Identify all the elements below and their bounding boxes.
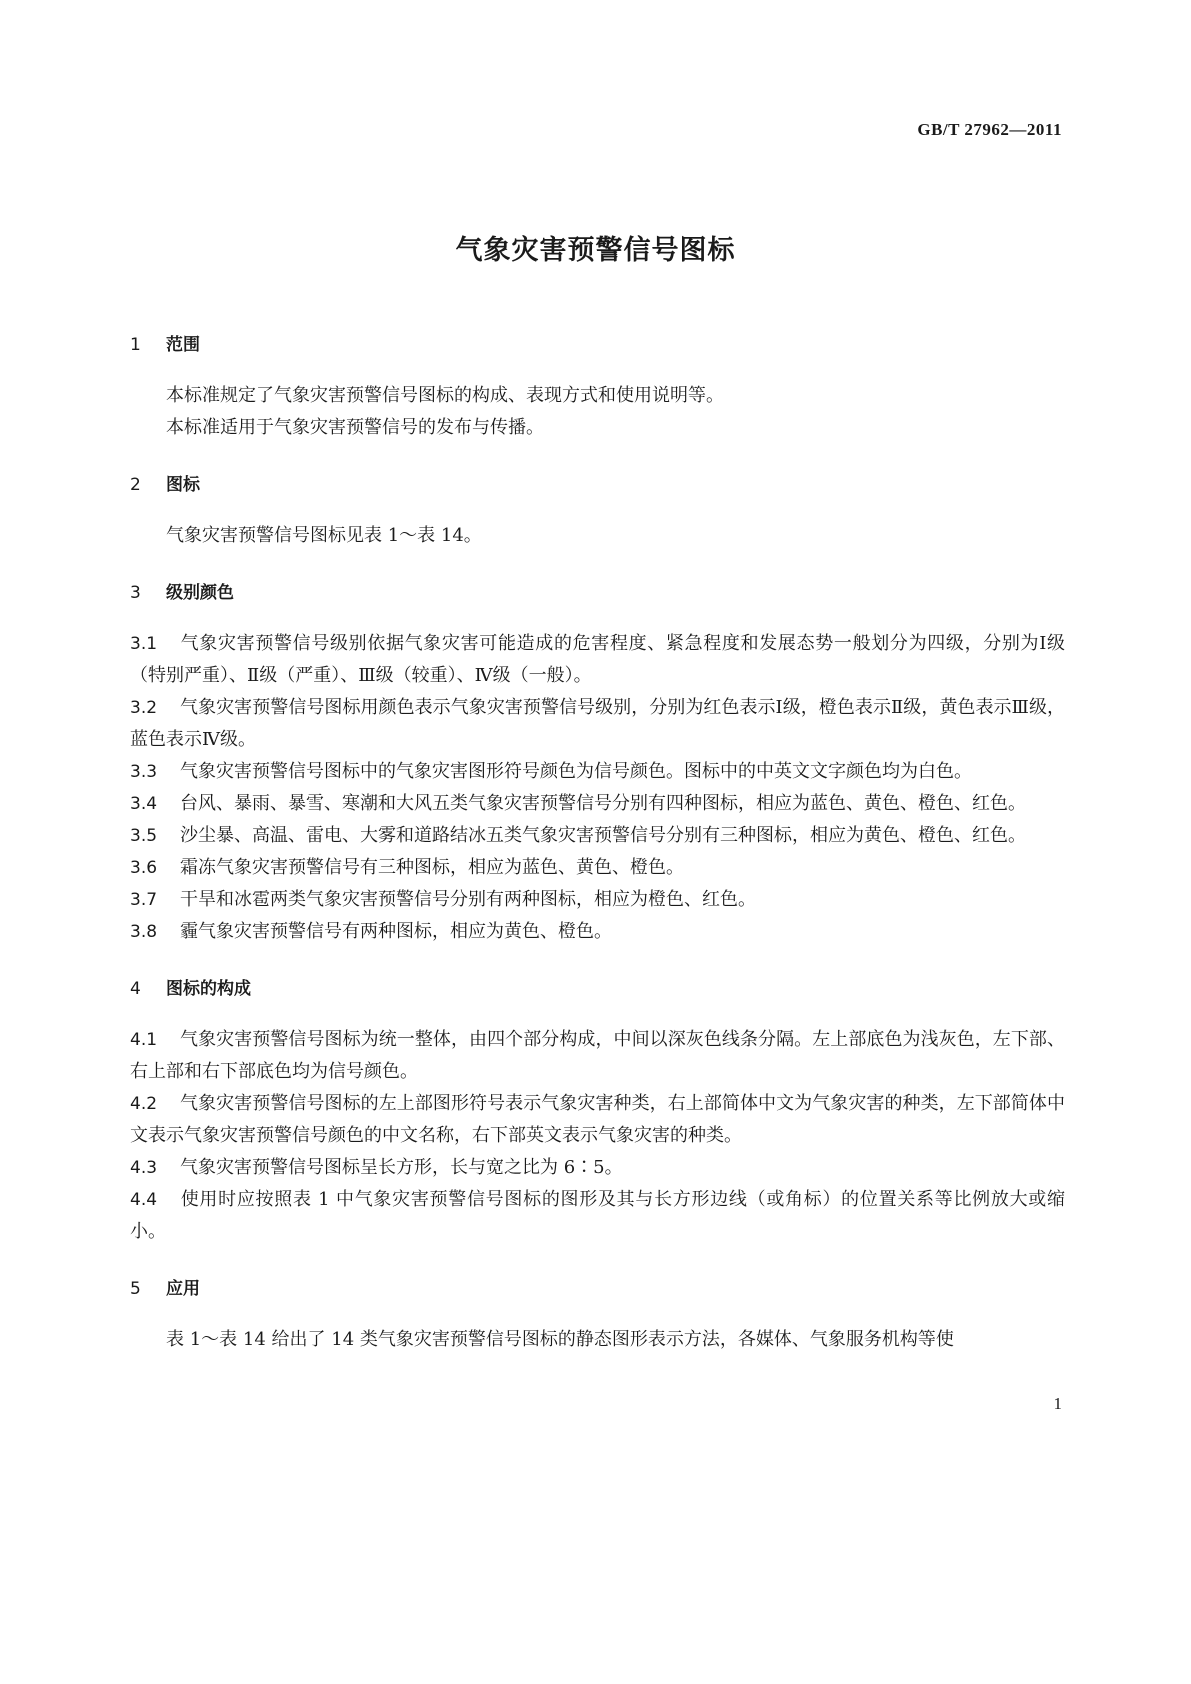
section-title: 级别颜色 <box>166 583 234 603</box>
clause <box>130 884 1065 916</box>
clause-text: 气象灾害预警信号图标为统一整体，由四个部分构成，中间以深灰色线条分隔。左上部底色为浅灰色，左下部、右上部和右下部底色均为信号颜色。 <box>130 1029 1065 1082</box>
section-number: 4 <box>130 979 141 999</box>
clause <box>130 916 1065 948</box>
clause-number: 3.1 <box>130 634 158 654</box>
clause <box>130 756 1065 788</box>
clause <box>130 1024 1065 1088</box>
section-heading <box>130 1274 1065 1304</box>
clause-number: 3.7 <box>130 890 158 910</box>
clause <box>130 820 1065 852</box>
section-number: 3 <box>130 583 141 603</box>
section-heading <box>130 330 1065 360</box>
section-heading <box>130 974 1065 1004</box>
section-number: 2 <box>130 475 141 495</box>
clause-text: 干旱和冰雹两类气象灾害预警信号分别有两种图标，相应为橙色、红色。 <box>180 889 756 910</box>
clause <box>130 692 1065 756</box>
clause <box>130 788 1065 820</box>
clause-number: 4.2 <box>130 1094 158 1114</box>
section-heading <box>130 470 1065 500</box>
clause-text: 气象灾害预警信号级别依据气象灾害可能造成的危害程度、紧急程度和发展态势一般划分为四级，分别为Ⅰ级（特别严重）、Ⅱ级（严重）、Ⅲ级（较重）、Ⅳ级（一般）。 <box>130 633 1065 686</box>
clause <box>130 1184 1065 1248</box>
paragraph: 本标准适用于气象灾害预警信号的发布与传播。 <box>166 417 544 438</box>
clause-number: 3.2 <box>130 698 158 718</box>
page-number: 1 <box>1053 1394 1062 1413</box>
clause-text: 霾气象灾害预警信号有两种图标，相应为黄色、橙色。 <box>180 921 612 942</box>
section-title: 图标 <box>166 475 200 495</box>
clause-text: 台风、暴雨、暴雪、寒潮和大风五类气象灾害预警信号分别有四种图标，相应为蓝色、黄色、橙色、红色。 <box>180 793 1026 814</box>
clause-number: 3.3 <box>130 762 158 782</box>
section-title: 应用 <box>166 1279 200 1299</box>
paragraph: 气象灾害预警信号图标见表 1～表 14。 <box>166 525 482 546</box>
standard-code: GB/T 27962—2011 <box>917 120 1062 139</box>
clause-number: 3.6 <box>130 858 158 878</box>
clause-text: 气象灾害预警信号图标呈长方形，长与宽之比为 6∶5。 <box>180 1157 623 1178</box>
clause-number: 4.3 <box>130 1158 158 1178</box>
section-title: 范围 <box>166 335 200 355</box>
clause-number: 3.8 <box>130 922 158 942</box>
clause-text: 使用时应按照表 1 中气象灾害预警信号图标的图形及其与长方形边线（或角标）的位置关系等比例放大或缩小。 <box>130 1189 1065 1242</box>
clause <box>130 1088 1065 1152</box>
paragraph: 表 1～表 14 给出了 14 类气象灾害预警信号图标的静态图形表示方法，各媒体、气象服务机构等使 <box>166 1329 954 1350</box>
clause-text: 霜冻气象灾害预警信号有三种图标，相应为蓝色、黄色、橙色。 <box>180 857 684 878</box>
section-heading <box>130 578 1065 608</box>
document-title: 气象灾害预警信号图标 <box>455 235 736 266</box>
clause-text: 气象灾害预警信号图标用颜色表示气象灾害预警信号级别，分别为红色表示Ⅰ级，橙色表示Ⅱ级，黄色表示Ⅲ级，蓝色表示Ⅳ级。 <box>130 697 1065 750</box>
section-number: 1 <box>130 335 141 355</box>
clause-text: 气象灾害预警信号图标中的气象灾害图形符号颜色为信号颜色。图标中的中英文文字颜色均为白色。 <box>180 761 972 782</box>
clause <box>130 628 1065 692</box>
clause-text: 沙尘暴、高温、雷电、大雾和道路结冰五类气象灾害预警信号分别有三种图标，相应为黄色、橙色、红色。 <box>180 825 1026 846</box>
section-title: 图标的构成 <box>166 979 251 999</box>
document-body <box>130 330 1065 1356</box>
clause <box>130 852 1065 884</box>
clause-text: 气象灾害预警信号图标的左上部图形符号表示气象灾害种类，右上部简体中文为气象灾害的种类，左下部简体中文表示气象灾害预警信号颜色的中文名称，右下部英文表示气象灾害的种类。 <box>130 1093 1065 1146</box>
paragraph: 本标准规定了气象灾害预警信号图标的构成、表现方式和使用说明等。 <box>166 385 724 406</box>
clause-number: 3.4 <box>130 794 158 814</box>
clause <box>130 1152 1065 1184</box>
clause-number: 4.4 <box>130 1190 158 1210</box>
section-number: 5 <box>130 1279 141 1299</box>
clause-number: 3.5 <box>130 826 158 846</box>
clause-number: 4.1 <box>130 1030 158 1050</box>
